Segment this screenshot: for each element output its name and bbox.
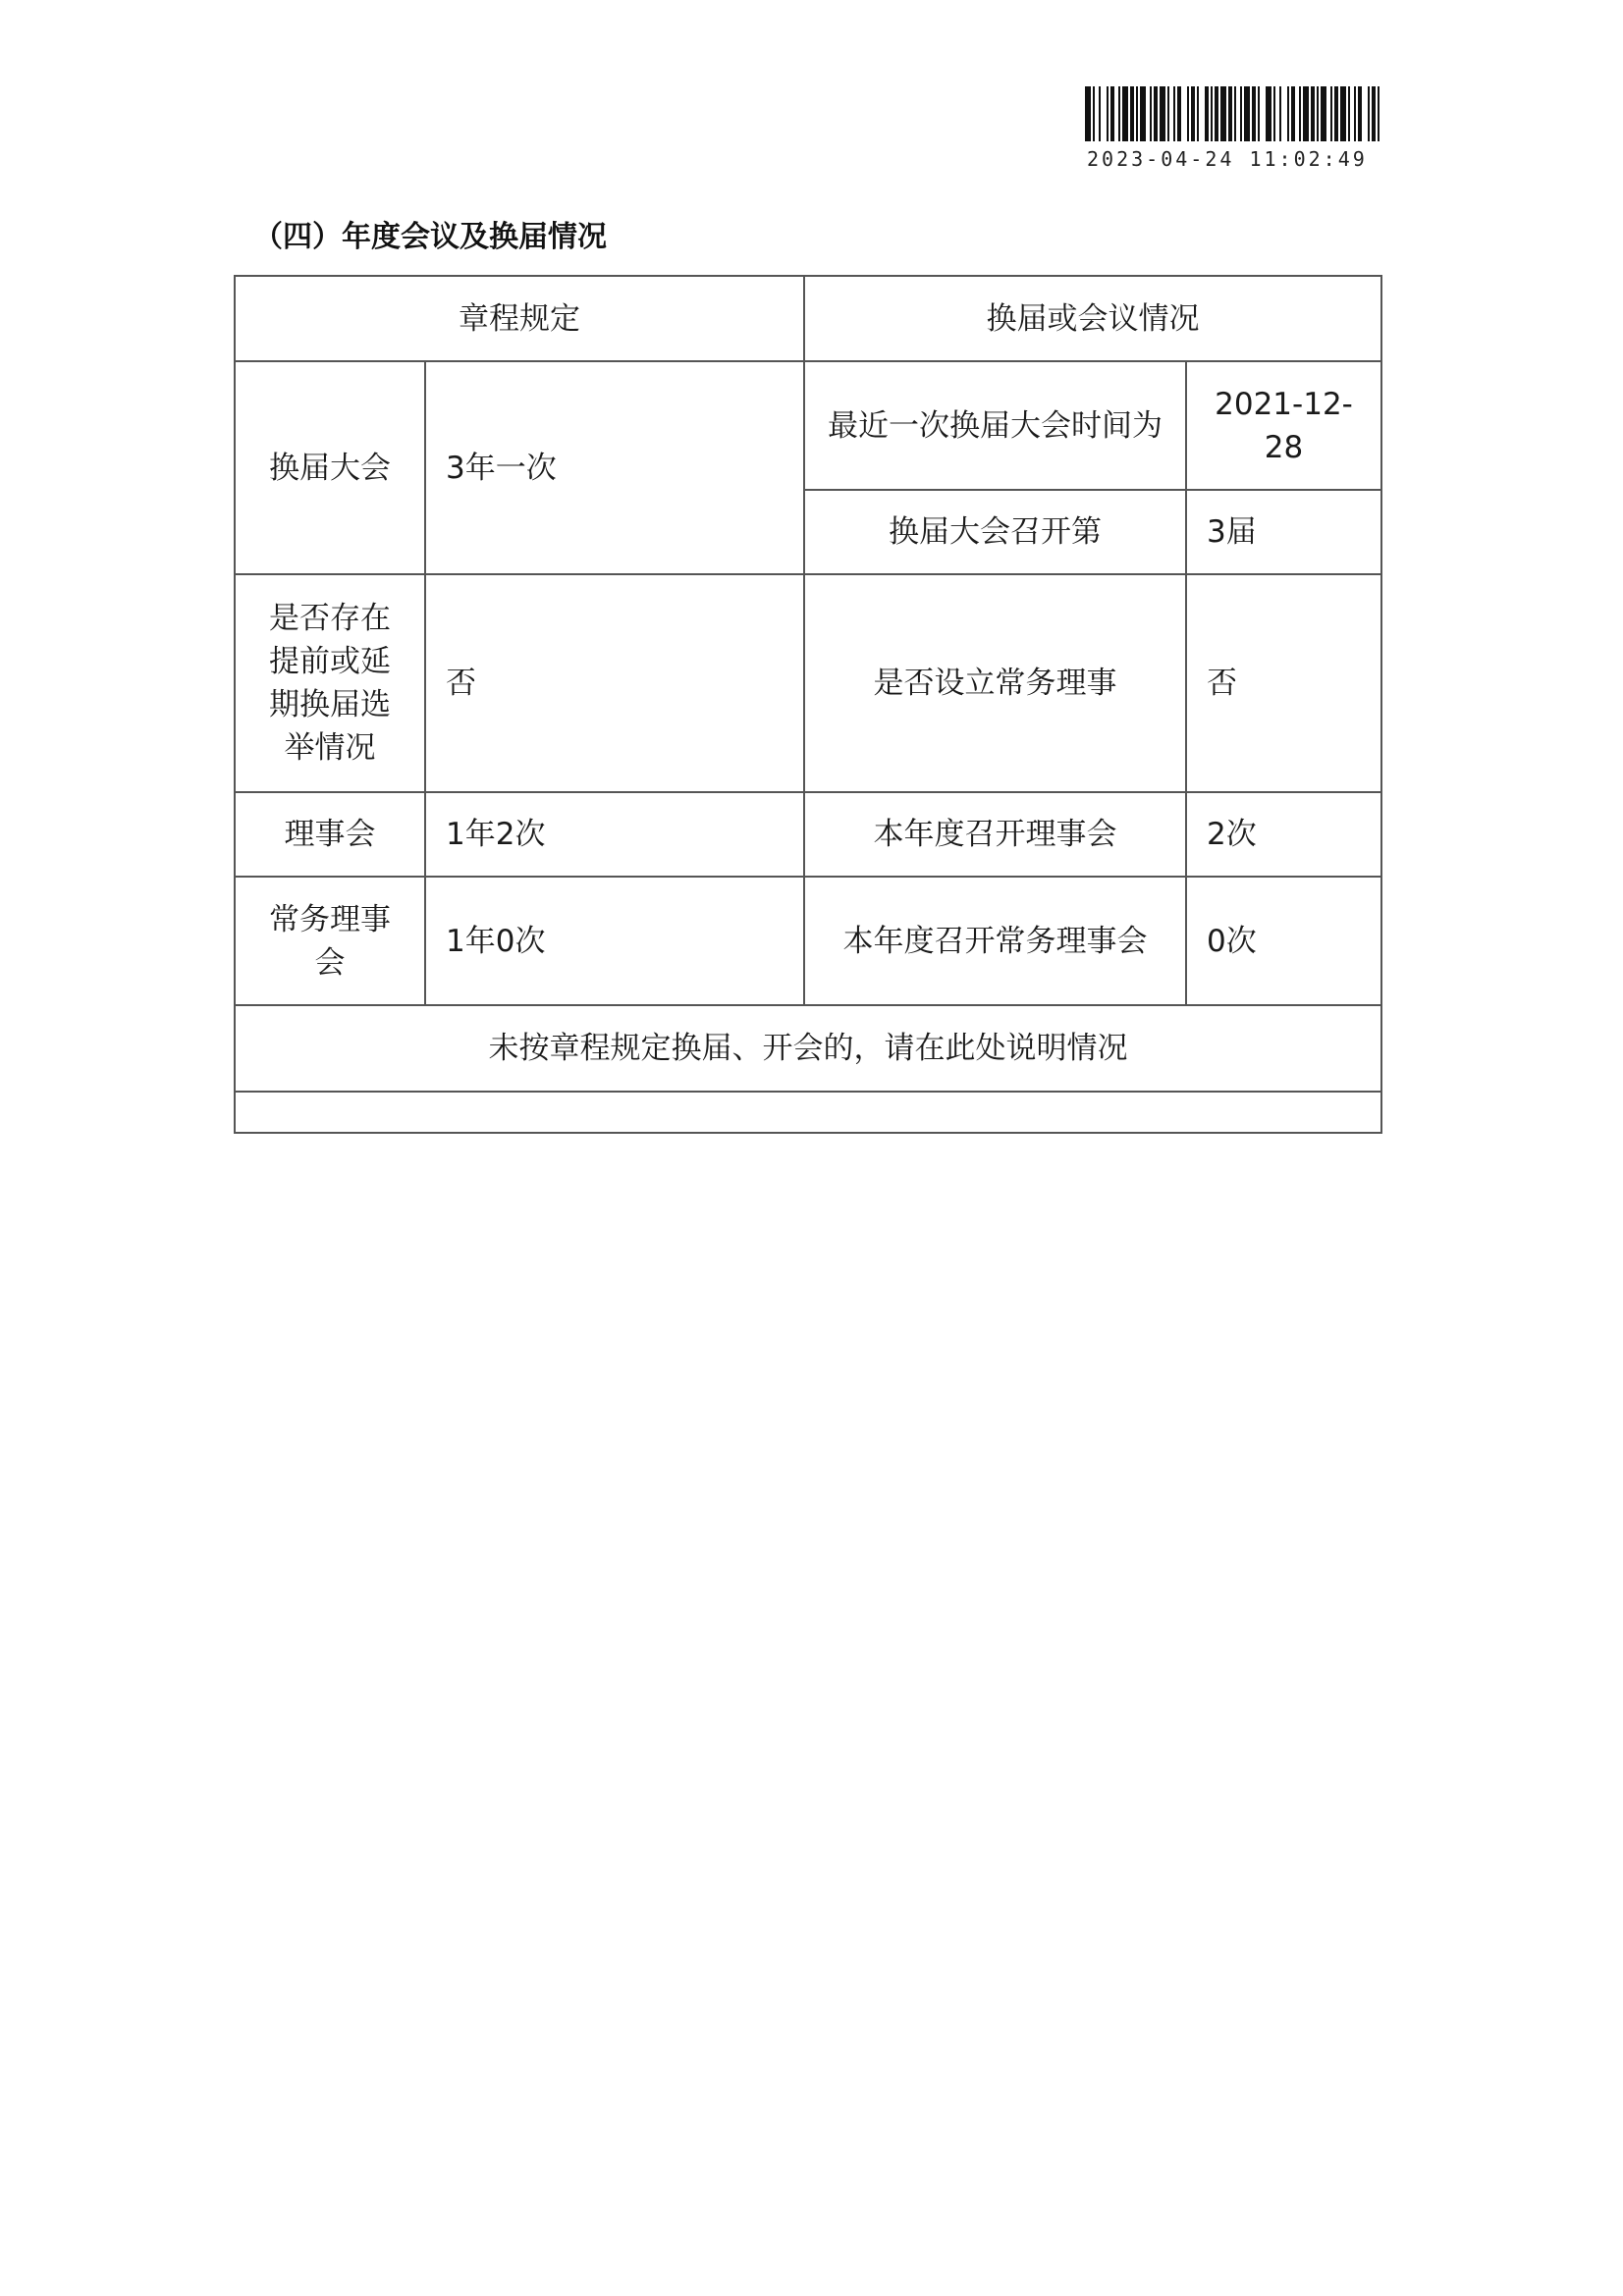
- table-header-row: [235, 276, 1381, 361]
- note-label: 未按章程规定换届、开会的，请在此处说明情况: [235, 1005, 1381, 1092]
- re-election-label: 换届大会: [235, 361, 425, 574]
- council-held-value: 2次: [1186, 792, 1381, 877]
- table-row: [235, 1092, 1381, 1133]
- last-re-election-time-value: 2021-12-28: [1186, 361, 1381, 490]
- annual-meeting-table: [234, 275, 1382, 1134]
- standing-director-value: 否: [1186, 574, 1381, 792]
- table-row: [235, 574, 1381, 792]
- table-row: [235, 1005, 1381, 1092]
- header-rules: 章程规定: [235, 276, 804, 361]
- standing-council-held-label: 本年度召开常务理事会: [804, 877, 1186, 1005]
- table-row: [235, 877, 1381, 1005]
- early-delay-label: 是否存在提前或延期换届选举情况: [235, 574, 425, 792]
- early-delay-rule: 否: [425, 574, 804, 792]
- last-re-election-time-label: 最近一次换届大会时间为: [804, 361, 1186, 490]
- barcode-icon: [1085, 86, 1381, 141]
- scan-timestamp: 2023-04-24 11:02:49: [1087, 147, 1368, 171]
- re-election-session-label: 换届大会召开第: [804, 490, 1186, 574]
- section-title: （四）年度会议及换届情况: [253, 220, 607, 254]
- re-election-rule: 3年一次: [425, 361, 804, 574]
- standing-council-held-value: 0次: [1186, 877, 1381, 1005]
- council-held-label: 本年度召开理事会: [804, 792, 1186, 877]
- note-content: [235, 1092, 1381, 1133]
- header-situation: 换届或会议情况: [804, 276, 1381, 361]
- standing-director-label: 是否设立常务理事: [804, 574, 1186, 792]
- standing-council-label: 常务理事会: [235, 877, 425, 1005]
- council-rule: 1年2次: [425, 792, 804, 877]
- table-row: [235, 361, 1381, 490]
- re-election-session-value: 3届: [1186, 490, 1381, 574]
- table-row: [235, 792, 1381, 877]
- standing-council-rule: 1年0次: [425, 877, 804, 1005]
- council-label: 理事会: [235, 792, 425, 877]
